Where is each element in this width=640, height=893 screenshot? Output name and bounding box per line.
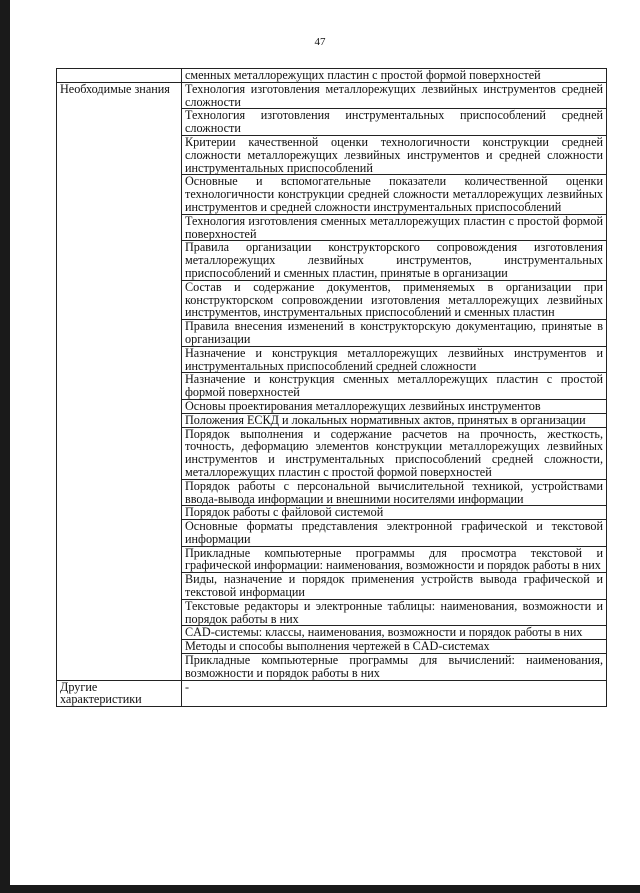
- other-characteristics-value: -: [182, 680, 607, 707]
- knowledge-item: Прикладные компьютерные программы для вычислений: наименования, возможности и порядок работы в них: [182, 654, 607, 681]
- knowledge-item: Технология изготовления инструментальных приспособлений средней сложности: [182, 109, 607, 136]
- knowledge-item: Прикладные компьютерные программы для просмотра текстовой и графической информации: наименования, возможности и порядок работы в них: [182, 546, 607, 573]
- knowledge-item: Порядок выполнения и содержание расчетов на прочность, жесткость, точность, деформацию элементов конструкции металлорежущих лезвийных инструментов и инструментальных приспособлений средней сложности, металлорежущих пластин с простой формой поверхностей: [182, 427, 607, 479]
- table-row-continued: [57, 69, 607, 83]
- knowledge-item: Состав и содержание документов, применяемых в организации при конструкторском сопровождении изготовления металлорежущих лезвийных инструментов, инструментальных приспособлений и сменных пластин: [182, 280, 607, 319]
- scan-edge-left: [0, 0, 10, 893]
- knowledge-item: Критерии качественной оценки технологичности конструкции средней сложности металлорежущих лезвийных инструментов и средней сложности инструментальных приспособлений: [182, 135, 607, 174]
- table-cell-empty: [57, 69, 182, 83]
- table-row: [57, 82, 607, 109]
- knowledge-item: Методы и способы выполнения чертежей в CAD-системах: [182, 640, 607, 654]
- knowledge-item: Порядок работы с файловой системой: [182, 506, 607, 520]
- continued-requirement: сменных металлорежущих пластин с простой формой поверхностей: [182, 69, 607, 83]
- knowledge-item: Порядок работы с персональной вычислительной техникой, устройствами ввода-вывода информации и внешними носителями информации: [182, 479, 607, 506]
- knowledge-table: [56, 68, 607, 707]
- knowledge-item: Технология изготовления сменных металлорежущих пластин с простой формой поверхностей: [182, 214, 607, 241]
- knowledge-item: Основные форматы представления электронной графической и текстовой информации: [182, 520, 607, 547]
- knowledge-item: Правила организации конструкторского сопровождения изготовления металлорежущих лезвийных инструментов, инструментальных приспособлений и сменных пластин, принятые в организации: [182, 241, 607, 280]
- table-row-other: [57, 680, 607, 707]
- knowledge-item: Основы проектирования металлорежущих лезвийных инструментов: [182, 399, 607, 413]
- knowledge-table-body: [57, 69, 607, 707]
- knowledge-item: Технология изготовления металлорежущих лезвийных инструментов средней сложности: [182, 82, 607, 109]
- knowledge-item: Текстовые редакторы и электронные таблицы: наименования, возможности и порядок работы в них: [182, 599, 607, 626]
- knowledge-item: Положения ЕСКД и локальных нормативных актов, принятых в организации: [182, 413, 607, 427]
- knowledge-item: Назначение и конструкция сменных металлорежущих пластин с простой формой поверхностей: [182, 373, 607, 400]
- knowledge-item: CAD-системы: классы, наименования, возможности и порядок работы в них: [182, 626, 607, 640]
- knowledge-item: Правила внесения изменений в конструкторскую документацию, принятые в организации: [182, 320, 607, 347]
- knowledge-item: Основные и вспомогательные показатели количественной оценки технологичности конструкции средней сложности металлорежущих лезвийных инструментов и средней сложности инструментальных приспособлений: [182, 175, 607, 214]
- scan-edge-bottom: [0, 885, 640, 893]
- section-label-other: Другие характеристики: [57, 680, 182, 707]
- section-label-knowledge: Необходимые знания: [57, 82, 182, 680]
- knowledge-item: Назначение и конструкция металлорежущих лезвийных инструментов и инструментальных приспособлений средней сложности: [182, 346, 607, 373]
- page-number: 47: [314, 36, 326, 48]
- knowledge-item: Виды, назначение и порядок применения устройств вывода графической и текстовой информации: [182, 573, 607, 600]
